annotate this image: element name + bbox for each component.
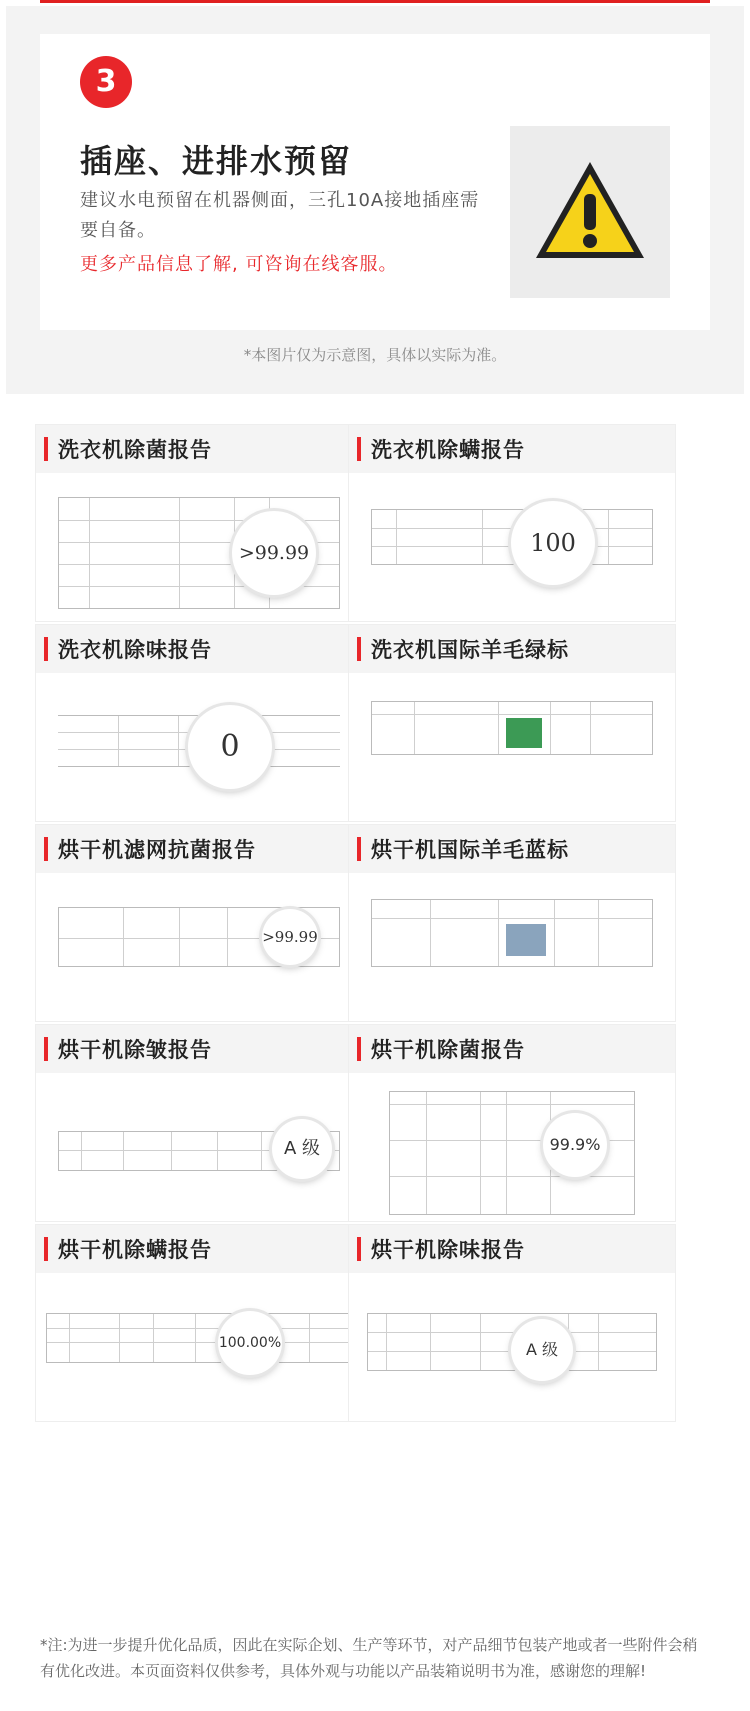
report-title: 洗衣机除味报告 bbox=[58, 638, 212, 662]
report-card-dryer-antimite bbox=[36, 1225, 362, 1421]
customer-service-link[interactable]: 更多产品信息了解, 可咨询在线客服。 bbox=[80, 254, 398, 275]
report-title: 烘干机除菌报告 bbox=[371, 1038, 525, 1062]
report-card-header bbox=[349, 825, 675, 873]
accent-bar bbox=[357, 437, 361, 461]
report-image bbox=[36, 473, 362, 621]
report-card-header bbox=[349, 1025, 675, 1073]
install-step-panel bbox=[6, 6, 744, 394]
install-step-card bbox=[40, 34, 710, 330]
result-magnifier: 100 bbox=[511, 501, 595, 585]
accent-bar bbox=[44, 437, 48, 461]
report-image bbox=[36, 1273, 362, 1421]
accent-bar bbox=[44, 637, 48, 661]
report-image bbox=[349, 1273, 675, 1421]
report-image bbox=[349, 673, 675, 821]
result-magnifier: 100.00% bbox=[218, 1311, 282, 1375]
woolmark-table bbox=[371, 701, 653, 755]
report-title: 烘干机除味报告 bbox=[371, 1238, 525, 1262]
accent-bar bbox=[357, 1037, 361, 1061]
warning-triangle-icon bbox=[530, 156, 650, 266]
report-title: 烘干机滤网抗菌报告 bbox=[58, 838, 256, 862]
report-image bbox=[349, 873, 675, 1021]
report-card-header bbox=[349, 1225, 675, 1273]
woolmark-blue-logo bbox=[506, 924, 546, 956]
result-magnifier: >99.99 bbox=[262, 909, 318, 965]
report-image bbox=[349, 473, 675, 621]
report-image bbox=[36, 873, 362, 1021]
report-card-header bbox=[36, 825, 362, 873]
report-table bbox=[46, 1313, 352, 1363]
accent-bar bbox=[44, 837, 48, 861]
accent-bar bbox=[44, 1237, 48, 1261]
report-card-header bbox=[36, 1025, 362, 1073]
woolmark-table bbox=[371, 899, 653, 967]
woolmark-green-logo bbox=[506, 718, 542, 748]
report-title: 洗衣机除螨报告 bbox=[371, 438, 525, 462]
report-title: 烘干机国际羊毛蓝标 bbox=[371, 838, 569, 862]
result-magnifier: 99.9% bbox=[543, 1113, 607, 1177]
step-number-badge: 3 bbox=[80, 56, 132, 108]
report-card-dryer-antibacterial bbox=[349, 1025, 675, 1221]
footnote: *注:为进一步提升优化品质，因此在实际企划、生产等环节，对产品细节包装产地或者一些附件会稍有优化改进。本页面资料仅供参考，具体外观与功能以产品装箱说明书为准，感谢您的理解! bbox=[40, 1636, 698, 1680]
accent-bar bbox=[44, 1037, 48, 1061]
report-card-washer-antimite bbox=[349, 425, 675, 621]
report-title: 洗衣机除菌报告 bbox=[58, 438, 212, 462]
report-image bbox=[36, 1073, 362, 1221]
result-magnifier: 0 bbox=[188, 705, 272, 789]
result-magnifier: >99.99 bbox=[232, 511, 316, 595]
accent-bar bbox=[357, 1237, 361, 1261]
report-card-dryer-deodorize bbox=[349, 1225, 675, 1421]
report-image bbox=[36, 673, 362, 821]
report-title: 烘干机除皱报告 bbox=[58, 1038, 212, 1062]
report-card-washer-woolmark-green bbox=[349, 625, 675, 821]
report-card-dryer-woolmark-blue bbox=[349, 825, 675, 1021]
accent-bar bbox=[357, 837, 361, 861]
report-card-washer-antibacterial bbox=[36, 425, 362, 621]
report-title: 烘干机除螨报告 bbox=[58, 1238, 212, 1262]
report-card-header bbox=[36, 625, 362, 673]
top-divider bbox=[40, 0, 710, 3]
step-description: 建议水电预留在机器侧面，三孔10A接地插座需要自备。 bbox=[80, 190, 480, 241]
accent-bar bbox=[357, 637, 361, 661]
image-disclaimer: *本图片仅为示意图，具体以实际为准。 bbox=[243, 346, 507, 364]
result-magnifier: A 级 bbox=[511, 1319, 573, 1381]
report-card-header bbox=[36, 425, 362, 473]
report-card-washer-deodorize bbox=[36, 625, 362, 821]
step-title: 插座、进排水预留 bbox=[80, 142, 353, 180]
report-card-header bbox=[349, 425, 675, 473]
report-card-header bbox=[349, 625, 675, 673]
result-magnifier: A 级 bbox=[272, 1119, 332, 1179]
report-title: 洗衣机国际羊毛绿标 bbox=[371, 638, 569, 662]
report-image bbox=[349, 1073, 675, 1221]
report-card-dryer-filter-antibacterial bbox=[36, 825, 362, 1021]
report-card-header bbox=[36, 1225, 362, 1273]
report-card-dryer-anti-wrinkle bbox=[36, 1025, 362, 1221]
warning-image bbox=[510, 126, 670, 298]
